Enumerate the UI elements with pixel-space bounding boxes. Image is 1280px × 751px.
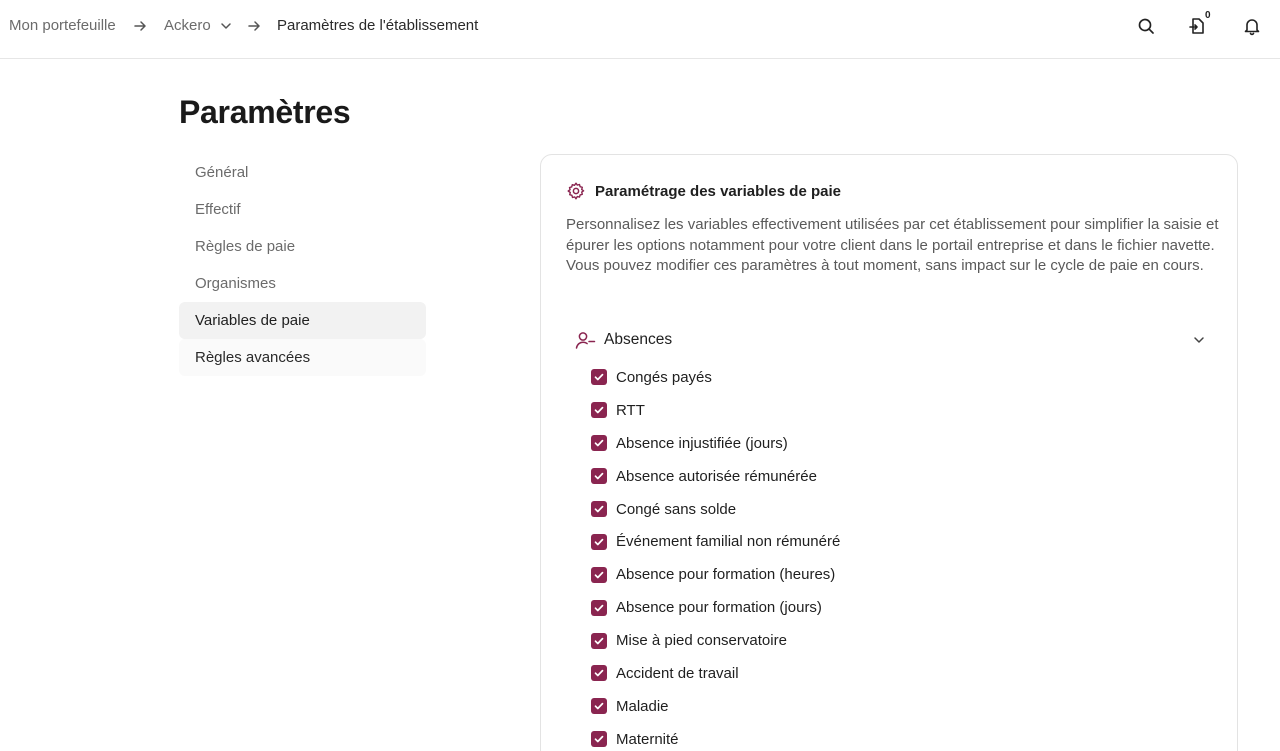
checkbox-checked[interactable]: [591, 435, 607, 451]
check-icon: [593, 470, 605, 482]
nav-item-regles-de-paie[interactable]: Règles de paie: [195, 238, 296, 255]
check-icon: [593, 635, 605, 647]
checkbox-checked[interactable]: [591, 600, 607, 616]
check-icon: [593, 404, 605, 416]
page-title: Paramètres: [179, 94, 351, 130]
person-minus-icon: [574, 329, 596, 351]
checkbox-label: Accident de travail: [616, 664, 739, 682]
card-description: Personnalisez les variables effectivement utilisées par cet établissement pour simplifier la saisie et épurer les options notamment pour votre client dans le portail entreprise et dans le fichier navette. Vous pouvez modifier ces paramètres à tout moment, sans impact sur le cycle de paie en cours.: [566, 216, 1219, 275]
checkbox-evenement-familial[interactable]: [591, 525, 840, 558]
checkbox-label: Absence injustifiée (jours): [616, 434, 788, 452]
checkbox-absence-autorisee[interactable]: [591, 460, 840, 493]
checkbox-label: Maternité: [616, 730, 679, 748]
checkbox-label: Absence pour formation (jours): [616, 599, 822, 617]
checkbox-maternite[interactable]: [591, 723, 840, 751]
checkbox-checked[interactable]: [591, 369, 607, 385]
gear-icon: [566, 181, 586, 201]
checkbox-checked[interactable]: [591, 731, 607, 747]
card-title: Paramétrage des variables de paie: [595, 182, 841, 200]
checkbox-label: Absence autorisée rémunérée: [616, 467, 817, 485]
search-icon[interactable]: [1135, 15, 1157, 37]
checkbox-checked[interactable]: [591, 534, 607, 550]
checkbox-conge-sans-solde[interactable]: [591, 493, 840, 526]
checkbox-checked[interactable]: [591, 698, 607, 714]
nav-item-regles-avancees[interactable]: Règles avancées: [179, 339, 426, 376]
section-label: Absences: [604, 331, 673, 348]
checkbox-label: RTT: [616, 401, 645, 419]
bell-icon[interactable]: [1241, 15, 1263, 37]
checkbox-label: Congés payés: [616, 368, 712, 386]
checkbox-formation-heures[interactable]: [591, 558, 840, 591]
top-bar: [0, 0, 1280, 59]
nav-item-organismes[interactable]: Organismes: [195, 275, 276, 292]
notification-count-badge: 0: [1205, 10, 1211, 21]
nav-item-variables-de-paie[interactable]: Variables de paie: [179, 302, 426, 339]
checkbox-rtt[interactable]: [591, 394, 840, 427]
nav-item-effectif[interactable]: Effectif: [195, 201, 241, 218]
breadcrumb-company[interactable]: Ackero: [164, 17, 211, 34]
check-icon: [593, 733, 605, 745]
checkbox-label: Maladie: [616, 697, 669, 715]
checkbox-mise-a-pied[interactable]: [591, 624, 840, 657]
check-icon: [593, 503, 605, 515]
breadcrumb-portfolio[interactable]: Mon portefeuille: [9, 17, 116, 34]
check-icon: [593, 700, 605, 712]
checkbox-absence-injustifiee[interactable]: [591, 427, 840, 460]
arrow-right-icon: [247, 19, 261, 33]
checkbox-checked[interactable]: [591, 501, 607, 517]
checkbox-label: Absence pour formation (heures): [616, 566, 836, 584]
chevron-down-icon[interactable]: [1192, 333, 1206, 347]
checkbox-checked[interactable]: [591, 567, 607, 583]
check-icon: [593, 536, 605, 548]
absences-checkbox-list: [591, 361, 840, 751]
breadcrumb-current: Paramètres de l'établissement: [277, 17, 479, 34]
card-header: [566, 181, 841, 201]
absences-section-toggle[interactable]: [574, 329, 1206, 351]
payroll-variables-card: [540, 154, 1238, 751]
checkbox-label: Mise à pied conservatoire: [616, 632, 787, 650]
checkbox-label: Congé sans solde: [616, 500, 737, 518]
checkbox-accident-de-travail[interactable]: [591, 657, 840, 690]
check-icon: [593, 371, 605, 383]
check-icon: [593, 667, 605, 679]
settings-side-nav: [179, 154, 426, 376]
chevron-down-icon[interactable]: [219, 19, 233, 33]
check-icon: [593, 602, 605, 614]
nav-item-general[interactable]: Général: [195, 164, 249, 181]
arrow-right-icon: [133, 19, 147, 33]
checkbox-checked[interactable]: [591, 665, 607, 681]
checkbox-checked[interactable]: [591, 468, 607, 484]
checkbox-checked[interactable]: [591, 633, 607, 649]
checkbox-maladie[interactable]: [591, 690, 840, 723]
checkbox-formation-jours[interactable]: [591, 591, 840, 624]
checkbox-checked[interactable]: [591, 402, 607, 418]
checkbox-conges-payes[interactable]: [591, 361, 840, 394]
check-icon: [593, 437, 605, 449]
check-icon: [593, 569, 605, 581]
checkbox-label: Événement familial non rémunéré: [616, 533, 841, 551]
